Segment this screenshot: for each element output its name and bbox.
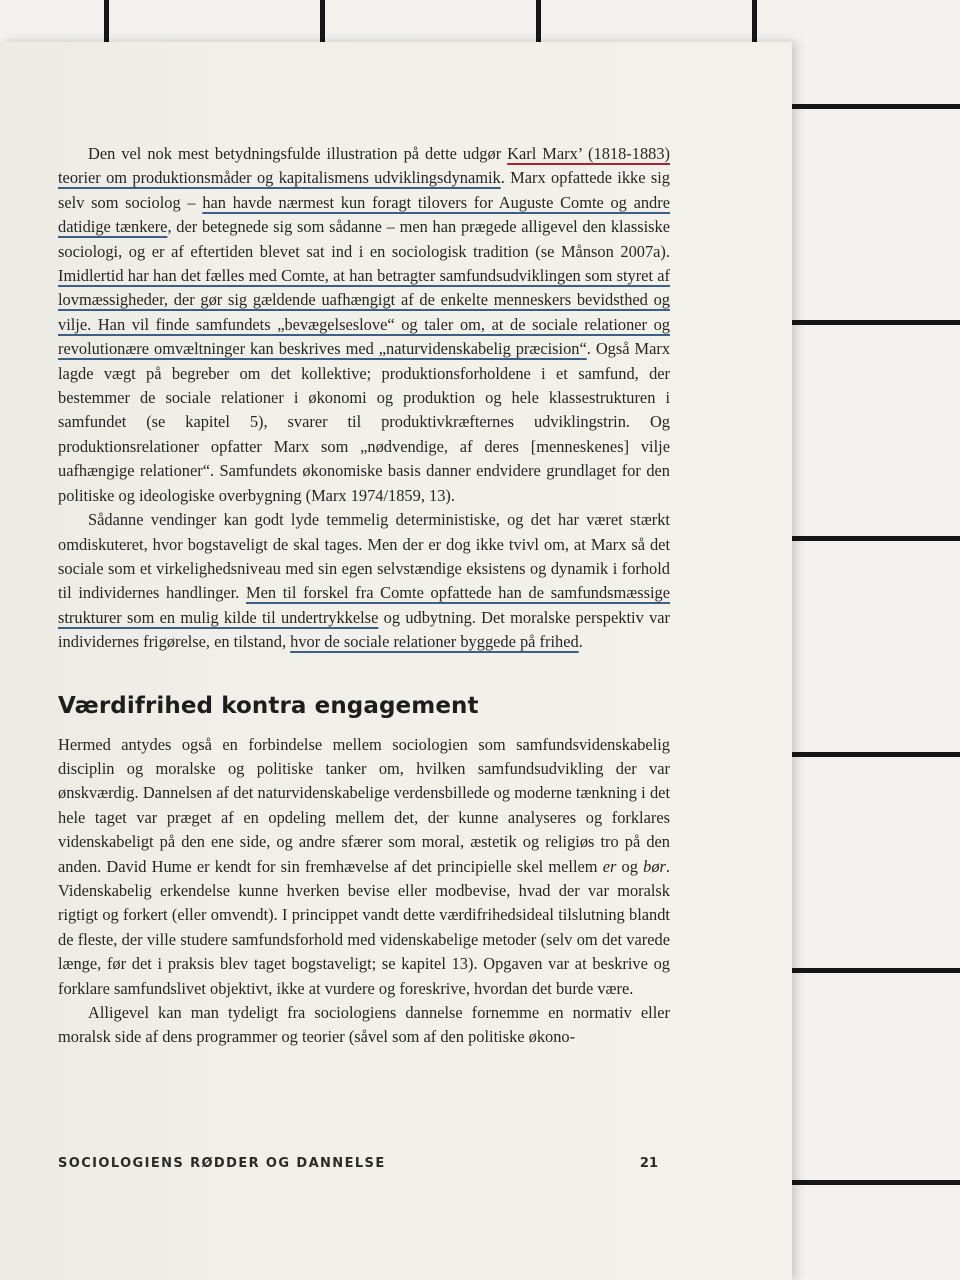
paragraph-determinism <box>58 508 670 654</box>
page-number: 21 <box>639 1156 658 1171</box>
highlight-blue: hvor de sociale relationer byggede på frihed <box>290 632 579 652</box>
book-page <box>0 42 792 1280</box>
section-heading: Værdifrihed kontra engagement <box>58 692 479 719</box>
highlight-blue: Imidlertid har han det fælles med Comte, at han betragter samfundsudviklingen som styret af lovmæssigheder, der gør sig gældende uafhængigt af de enkelte menneskers bevidsthed og vilje. Han vil finde samfundets „bevægelseslove“ og taler om, at de sociale relationer og revolutionære omvæltninger kan beskrives med „naturvidenskabelig præcision“ <box>58 266 670 359</box>
highlight-blue: Men til forskel fra Comte opfattede han de samfundsmæssige strukturer som en mulig kilde til undertrykkelse <box>58 583 671 627</box>
text-run: Hermed antydes også en forbindelse mellem sociologien som samfundsvidenskabelig disciplin og moralske og politiske tanker om, hvilken samfundsudvikling der var ønskværdig. Dannelsen af det naturvidenskabelige verdensbillede og moderne tænkning i det hele taget var præget af en opdeling mellem det, der kunne analyseres og forklares videnskabeligt på den ene side, og andre sfærer som moral, æstetik og religiøs tro på den anden. David Hume er kendt for sin fremhævelse af det principielle skel mellem <box>58 734 670 876</box>
paragraph-value-freedom <box>58 733 670 1001</box>
emphasis: er <box>602 856 617 876</box>
page-body <box>58 142 670 1050</box>
highlight-blue: han havde nærmest kun foragt tilovers for Auguste Comte og andre datidige tænkere <box>58 192 670 237</box>
paragraph-marx <box>58 142 670 508</box>
text-run: Den vel nok mest betydningsfulde illustration på dette udgør <box>88 144 508 163</box>
paragraph-normative: Alligevel kan man tydeligt fra sociologiens dannelse fornemme en normativ eller moralsk side af dens programmer og teorier (såvel som af den politiske økono- <box>58 1003 670 1047</box>
text-run: . Også Marx lagde vægt på begreber om det kollektive; produktionsforholdene i et samfund, der bestemmer de sociale relationer i økonomi og produktion og hele klassestrukturen i samfundet (se kapitel 5), svarer til produktivkræfternes udviklingstrin. Og produktionsrelationer opfatter Marx som „nødvendige, af deres [menneskenes] vilje uafhængige relationer“. Samfundets økonomiske basis danner endvidere grundlaget for den politiske og ideologiske overbygning (Marx 1974/1859, 13). <box>58 339 671 505</box>
text-run: . Videnskabelig erkendelse kunne hverken bevise eller modbevise, hvad der var moralsk rigtigt og forkert (eller omvendt). I princippet vandt dette værdifrihedsideal tilslutning blandt de fleste, der ville studere samfundsforhold med videnskabelige metoder (selv om det varede længe, før det i praksis blev taget bogstaveligt; se kapitel 13). Opgaven var at beskrive og forklare samfundslivet objektivt, ikke at vurdere og foreskrive, hvordan det burde være. <box>58 856 671 998</box>
emphasis: bør <box>643 856 666 876</box>
text-run: . Marx opfattede ikke sig selv som sociolog – <box>58 168 670 212</box>
highlight-red: Karl Marx’ (1818-1883) <box>507 144 670 163</box>
page-footer <box>58 1156 658 1176</box>
text-run: Sådanne vendinger kan godt lyde temmelig deterministiske, og det har været stærkt omdiskuteret, hvor bogstaveligt de skal tages. Men der er dog ikke tvivl om, at Marx så det sociale som et virkelighedsniveau med sin egen selvstændige eksistens og dynamik i forhold til individernes handlinger. <box>58 510 670 603</box>
text-run: , der betegnede sig som sådanne – men han prægede alligevel den klassiske sociologi, og er af eftertiden blevet sat ind i en sociologisk tradition (se Månson 2007a). <box>58 217 671 261</box>
highlight-blue: teorier om produktionsmåder og kapitalismens udviklingsdynamik <box>58 168 501 188</box>
text-run: og <box>616 856 644 876</box>
text-run: . <box>578 632 583 652</box>
text-run: og udbytning. Det moralske perspektiv var individernes frigørelse, en tilstand, <box>58 607 670 652</box>
running-head: SOCIOLOGIENS RØDDER OG DANNELSE <box>58 1156 386 1171</box>
